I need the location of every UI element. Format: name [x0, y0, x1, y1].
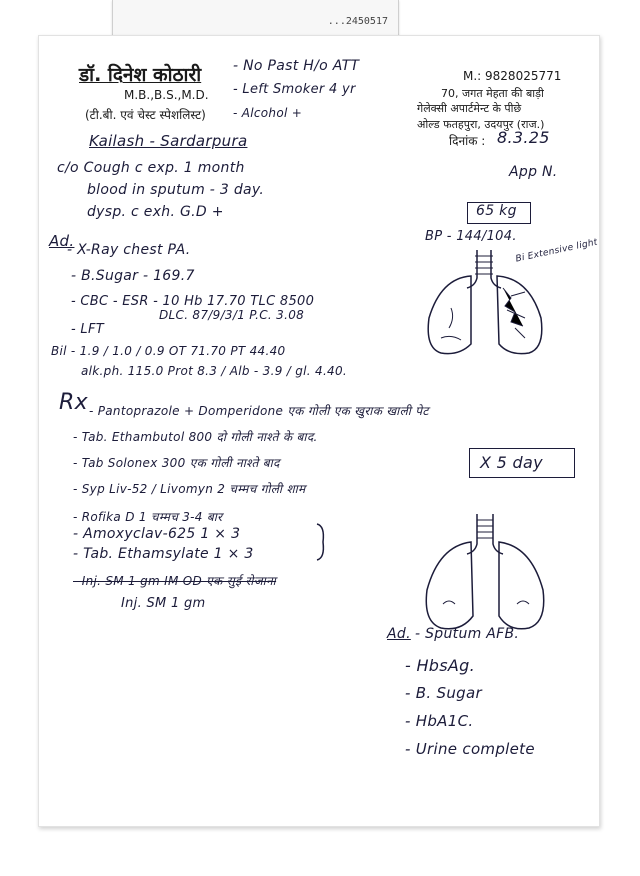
- advised-item-1: - X-Ray chest PA.: [67, 242, 191, 258]
- doctor-degrees: M.B.,B.S.,M.D.: [124, 88, 209, 102]
- rx-item-2: - Tab. Ethambutol 800 दो गोली नाश्ते के बाद.: [73, 430, 318, 444]
- advised-item-3: - CBC - ESR - 10 Hb 17.70 TLC 8500: [71, 294, 315, 309]
- date-value: 8.3.25: [497, 128, 550, 147]
- investigation-4: - HbA1C.: [405, 712, 474, 730]
- duration-value: X 5 day: [480, 453, 543, 472]
- blood-pressure: BP - 144/104.: [425, 229, 517, 244]
- patient-name: Kailash - Sardarpura: [89, 132, 248, 150]
- history-line-1: - No Past H/o ATT: [233, 58, 360, 74]
- address-line-1: 70, जगत मेहता की बाड़ी: [441, 87, 544, 100]
- advised-label: Ad.: [49, 232, 75, 250]
- investigation-1: - Sputum AFB.: [415, 626, 520, 642]
- rx-item-9: Inj. SM 1 gm: [121, 596, 206, 611]
- app-note: App N.: [509, 164, 558, 180]
- advised-item-4: DLC. 87/9/3/1 P.C. 3.08: [159, 308, 305, 322]
- rx-item-3: - Tab Solonex 300 एक गोली नाश्ते बाद: [73, 456, 280, 470]
- address-line-2: गेलेक्सी अपार्टमेन्ट के पीछे: [417, 102, 522, 115]
- complaint-2: blood in sputum - 3 day.: [87, 182, 265, 198]
- rx-item-1: - Pantoprazole + Domperidone एक गोली एक खुराक खाली पेट: [89, 404, 429, 418]
- rx-bracket: [315, 522, 327, 562]
- investigations-label: Ad.: [387, 626, 411, 642]
- doctor-specialty: (टी.बी. एवं चेस्ट स्पेशलिस्ट): [85, 108, 206, 122]
- background-sheet-number: ...2450517: [327, 16, 388, 27]
- doctor-mobile: M.: 9828025771: [463, 69, 562, 83]
- weight-value: 65 kg: [476, 203, 517, 219]
- rx-item-6: - Amoxyclav-625 1 × 3: [73, 526, 241, 542]
- duration-box: [469, 448, 575, 478]
- history-line-2: - Left Smoker 4 yr: [233, 82, 356, 97]
- rx-item-4: - Syp Liv-52 / Livomyn 2 चम्मच गोली शाम: [73, 482, 306, 496]
- rx-symbol: Rx: [59, 390, 88, 415]
- rx-item-5: - Rofika D 1 चम्मच 3-4 बार: [73, 510, 223, 524]
- lungs-sketch-xray: [411, 248, 561, 368]
- weight-box: [467, 202, 531, 224]
- advised-item-5: - LFT: [71, 322, 104, 337]
- complaint-3: dysp. c exh. G.D +: [87, 204, 224, 220]
- advised-item-6: Bil - 1.9 / 1.0 / 0.9 OT 71.70 PT 44.40: [51, 344, 286, 358]
- address-line-3: ओल्ड फतहपुरा, उदयपुर (राज.): [417, 118, 545, 131]
- rx-item-8: - Inj. SM 1 gm IM OD एक सुई रोजाना: [73, 574, 277, 588]
- history-line-3: - Alcohol +: [233, 106, 303, 120]
- investigation-3: - B. Sugar: [405, 684, 482, 702]
- doctor-name: डॉ. दिनेश कोठारी: [79, 64, 202, 86]
- lungs-sketch-blank: [411, 512, 561, 642]
- advised-item-7: alk.ph. 115.0 Prot 8.3 / Alb - 3.9 / gl. 4.40.: [81, 364, 348, 378]
- complaint-1: c/o Cough c exp. 1 month: [57, 160, 245, 176]
- advised-item-2: - B.Sugar - 169.7: [71, 268, 195, 284]
- xray-note: Bi Extensive light: [514, 237, 599, 265]
- background-sheet: [112, 0, 399, 37]
- prescription-paper: [38, 35, 600, 827]
- investigation-5: - Urine complete: [405, 740, 535, 758]
- date-label: दिनांक :: [449, 134, 486, 148]
- investigation-2: - HbsAg.: [405, 656, 475, 675]
- rx-item-7: - Tab. Ethamsylate 1 × 3: [73, 546, 254, 562]
